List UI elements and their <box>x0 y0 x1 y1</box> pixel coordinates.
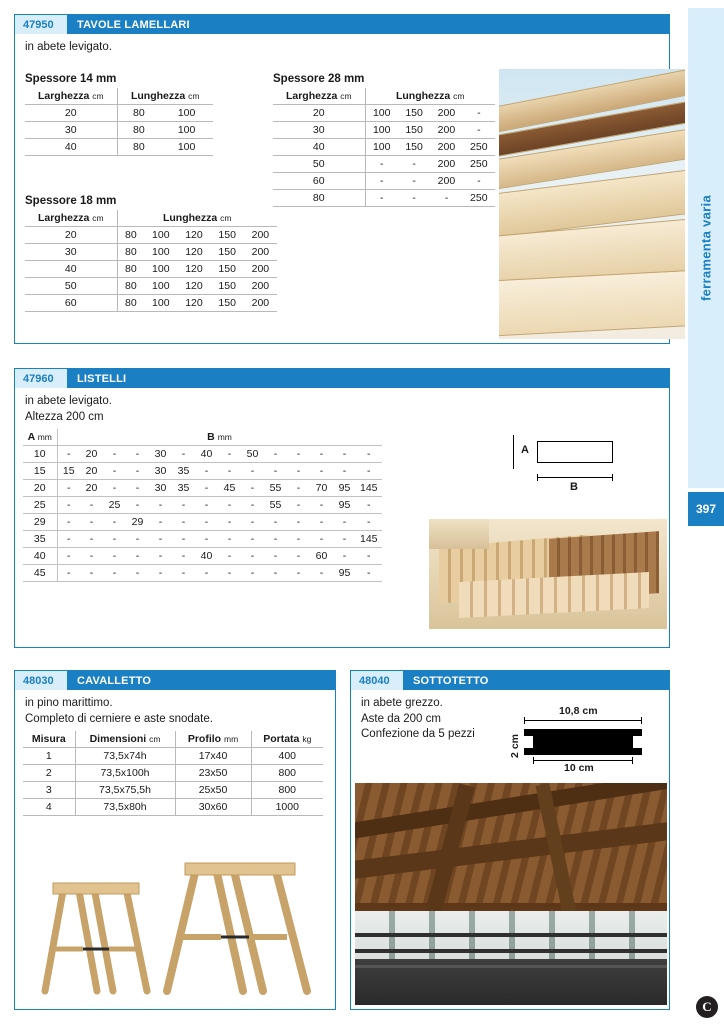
table-block-spessore-14 <box>15 73 213 156</box>
cell: 800 <box>251 765 323 782</box>
table-row <box>23 548 382 565</box>
cell: - <box>398 173 430 190</box>
cell: 73,5x74h <box>75 748 175 765</box>
cell: - <box>310 531 333 548</box>
cell: 29 <box>126 514 149 531</box>
table-row <box>23 765 323 782</box>
cell: - <box>264 531 287 548</box>
cell: 145 <box>356 480 382 497</box>
product-description-line2: Aste da 200 cm <box>361 712 441 725</box>
cell: 150 <box>211 244 244 261</box>
table-row <box>23 514 382 531</box>
cell: 50 <box>273 156 365 173</box>
table-row <box>23 531 382 548</box>
cell: - <box>264 565 287 582</box>
table-caption: Spessore 14 mm <box>25 73 117 85</box>
cell: - <box>287 463 310 480</box>
cell: 2 <box>23 765 75 782</box>
col-profilo: Profilo mm <box>175 731 251 748</box>
col-larghezza: Larghezza cm <box>25 88 117 105</box>
cell: 100 <box>365 139 398 156</box>
cell: - <box>126 548 149 565</box>
table-row <box>273 105 495 122</box>
cell: - <box>333 463 356 480</box>
cell: - <box>241 480 264 497</box>
table-header-row <box>273 88 495 105</box>
cell: - <box>103 548 126 565</box>
cell: - <box>149 548 172 565</box>
cell: 25 <box>23 497 57 514</box>
cell: - <box>126 446 149 463</box>
profile-rect <box>537 441 613 463</box>
table-header-row <box>25 88 213 105</box>
cell: - <box>195 497 218 514</box>
table-row <box>25 261 277 278</box>
cell: - <box>356 497 382 514</box>
col-lunghezza: Lunghezza cm <box>365 88 495 105</box>
cell: - <box>172 565 195 582</box>
cell: - <box>463 105 495 122</box>
cell: 150 <box>398 122 430 139</box>
col-misura: Misura <box>23 731 75 748</box>
cell: - <box>57 446 80 463</box>
cell: 20 <box>25 227 117 244</box>
cell: 80 <box>117 244 144 261</box>
product-description-line2: Altezza 200 cm <box>25 410 104 423</box>
product-code: 48030 <box>15 671 67 690</box>
cell: 150 <box>398 139 430 156</box>
cell: 29 <box>23 514 57 531</box>
cell: - <box>218 514 241 531</box>
cell: 35 <box>172 463 195 480</box>
cell: 70 <box>310 480 333 497</box>
cell: - <box>149 514 172 531</box>
cell: 20 <box>25 105 117 122</box>
cell: - <box>356 446 382 463</box>
table-row <box>23 446 382 463</box>
cell: - <box>310 446 333 463</box>
cell: 20 <box>23 480 57 497</box>
product-title: CAVALLETTO <box>67 671 335 690</box>
cell: 150 <box>398 105 430 122</box>
col-lunghezza: Lunghezza cm <box>117 210 277 227</box>
cell: 80 <box>117 278 144 295</box>
cell: - <box>398 190 430 207</box>
cell: 3 <box>23 782 75 799</box>
cell: - <box>218 531 241 548</box>
profile-diagram <box>513 431 623 499</box>
cell: - <box>356 463 382 480</box>
section-header <box>351 671 669 690</box>
cell: - <box>103 480 126 497</box>
label-bottom-width: 10 cm <box>561 762 597 774</box>
section-sottotetto <box>350 670 670 1010</box>
cell: - <box>57 497 80 514</box>
cell: - <box>287 514 310 531</box>
cell: 80 <box>117 139 160 156</box>
cell: - <box>287 531 310 548</box>
cell: 23x50 <box>175 765 251 782</box>
cell: - <box>195 514 218 531</box>
product-code: 47950 <box>15 15 67 34</box>
cell: 200 <box>244 227 277 244</box>
cell: 50 <box>25 278 117 295</box>
cell: 80 <box>117 122 160 139</box>
table-spessore-14 <box>25 88 213 156</box>
cell: 100 <box>365 105 398 122</box>
cell: 73,5x80h <box>75 799 175 816</box>
table-row <box>273 122 495 139</box>
cell: - <box>57 548 80 565</box>
cell: 400 <box>251 748 323 765</box>
cell: 40 <box>273 139 365 156</box>
cell: - <box>287 565 310 582</box>
cell: 120 <box>177 227 210 244</box>
cell: - <box>287 446 310 463</box>
cell: - <box>80 565 103 582</box>
cell: 120 <box>177 261 210 278</box>
cell: 20 <box>80 480 103 497</box>
section-header <box>15 15 669 34</box>
cell: - <box>218 446 241 463</box>
cell: - <box>57 565 80 582</box>
cell: - <box>57 514 80 531</box>
cell: 200 <box>430 139 462 156</box>
cell: - <box>287 497 310 514</box>
cell: 200 <box>430 122 462 139</box>
section-cavalletto <box>14 670 336 1010</box>
cell: - <box>398 156 430 173</box>
cell: 35 <box>23 531 57 548</box>
cell: 250 <box>463 190 495 207</box>
product-photo-tavole <box>499 69 685 339</box>
cell: 150 <box>211 295 244 312</box>
cell: 120 <box>177 244 210 261</box>
cell: - <box>287 548 310 565</box>
cell: - <box>264 514 287 531</box>
cell: 45 <box>218 480 241 497</box>
product-description-line1: in abete levigato. <box>25 395 112 407</box>
cell: 150 <box>211 278 244 295</box>
col-dimensioni: Dimensioni cm <box>75 731 175 748</box>
table-header-row <box>25 210 277 227</box>
table-header-row <box>23 429 382 446</box>
cell: 150 <box>211 261 244 278</box>
section-header <box>15 671 335 690</box>
cell: 80 <box>273 190 365 207</box>
cell: - <box>365 190 398 207</box>
cell: - <box>149 531 172 548</box>
table-row <box>25 227 277 244</box>
product-photo-listelli <box>429 519 667 629</box>
table-row <box>273 173 495 190</box>
cell: 30 <box>25 122 117 139</box>
product-title: TAVOLE LAMELLARI <box>67 15 669 34</box>
cell: - <box>80 497 103 514</box>
cell: - <box>218 463 241 480</box>
col-larghezza: Larghezza cm <box>25 210 117 227</box>
cell: 80 <box>117 261 144 278</box>
cell: 20 <box>273 105 365 122</box>
table-row <box>25 278 277 295</box>
cell: 200 <box>244 244 277 261</box>
product-description-line3: Confezione da 5 pezzi <box>361 728 475 741</box>
cell: - <box>126 497 149 514</box>
table-spessore-18 <box>25 210 277 312</box>
cell: 40 <box>25 261 117 278</box>
cell: 55 <box>264 480 287 497</box>
table-header-row <box>23 731 323 748</box>
table-row <box>25 244 277 261</box>
cell: - <box>287 480 310 497</box>
table-row <box>25 139 213 156</box>
cell: - <box>126 531 149 548</box>
cell: 800 <box>251 782 323 799</box>
cell: 200 <box>430 156 462 173</box>
cell: 200 <box>244 295 277 312</box>
table-cavalletto <box>23 731 323 816</box>
product-photo-sottotetto <box>355 783 667 1005</box>
cell: - <box>172 548 195 565</box>
product-description: in abete levigato. <box>25 41 112 53</box>
cell: 73,5x100h <box>75 765 175 782</box>
cell: - <box>310 497 333 514</box>
cell: 100 <box>144 295 177 312</box>
cell: 200 <box>430 105 462 122</box>
cell: 100 <box>160 139 213 156</box>
cell: 30 <box>149 446 172 463</box>
cell: - <box>218 497 241 514</box>
table-row <box>273 190 495 207</box>
cell: - <box>126 463 149 480</box>
cell: 4 <box>23 799 75 816</box>
cell: - <box>365 173 398 190</box>
cell: - <box>218 565 241 582</box>
cell: 10 <box>23 446 57 463</box>
cell: - <box>333 548 356 565</box>
cell: 250 <box>463 139 495 156</box>
table-row <box>25 105 213 122</box>
table-spessore-28 <box>273 88 495 207</box>
table-row <box>273 156 495 173</box>
table-row <box>23 782 323 799</box>
cell: - <box>241 463 264 480</box>
cell: 200 <box>430 173 462 190</box>
table-row <box>23 565 382 582</box>
cell: - <box>241 497 264 514</box>
cell: - <box>218 548 241 565</box>
cell: 95 <box>333 565 356 582</box>
cell: - <box>195 463 218 480</box>
cell: - <box>264 548 287 565</box>
cell: 80 <box>117 227 144 244</box>
cell: 200 <box>244 261 277 278</box>
cell: 95 <box>333 497 356 514</box>
cell: 25x50 <box>175 782 251 799</box>
cell: 250 <box>463 156 495 173</box>
cell: 100 <box>365 122 398 139</box>
cell: 200 <box>244 278 277 295</box>
cell: - <box>264 446 287 463</box>
col-lunghezza: Lunghezza cm <box>117 88 213 105</box>
label-b: B <box>570 481 578 493</box>
cell: 100 <box>160 105 213 122</box>
cell: 30 <box>273 122 365 139</box>
cell: - <box>241 514 264 531</box>
cell: - <box>80 514 103 531</box>
cell: - <box>463 173 495 190</box>
cell: 15 <box>23 463 57 480</box>
cell: 100 <box>144 244 177 261</box>
section-header <box>15 369 669 388</box>
product-title: SOTTOTETTO <box>403 671 669 690</box>
table-block-spessore-18 <box>15 195 277 312</box>
cell: - <box>195 531 218 548</box>
cell: - <box>172 531 195 548</box>
cell: 100 <box>144 261 177 278</box>
cell: 30 <box>25 244 117 261</box>
cell: - <box>172 514 195 531</box>
cell: - <box>241 531 264 548</box>
cell: 30 <box>149 480 172 497</box>
cell: - <box>195 565 218 582</box>
col-larghezza: Larghezza cm <box>273 88 365 105</box>
cell: 120 <box>177 278 210 295</box>
cell: 17x40 <box>175 748 251 765</box>
table-row <box>23 799 323 816</box>
cell: - <box>103 463 126 480</box>
trestle-illustration <box>35 851 325 1001</box>
cell: 60 <box>25 295 117 312</box>
cell: - <box>356 565 382 582</box>
cell: - <box>149 497 172 514</box>
cell: 95 <box>333 480 356 497</box>
table-caption: Spessore 28 mm <box>273 73 365 85</box>
table-listelli <box>23 429 382 582</box>
table-row <box>25 295 277 312</box>
cell: - <box>80 548 103 565</box>
cell: 60 <box>310 548 333 565</box>
cell: 25 <box>103 497 126 514</box>
product-description-line1: in pino marittimo. <box>25 697 113 709</box>
cell: - <box>356 514 382 531</box>
cell: 60 <box>273 173 365 190</box>
label-top-width: 10,8 cm <box>556 705 601 717</box>
cell: - <box>333 446 356 463</box>
product-code: 47960 <box>15 369 67 388</box>
product-description-line2: Completo di cerniere e aste snodate. <box>25 712 213 725</box>
cell: - <box>57 480 80 497</box>
cell: - <box>57 531 80 548</box>
cell: - <box>430 190 462 207</box>
cell: 80 <box>117 295 144 312</box>
cell: - <box>172 446 195 463</box>
col-b: B mm <box>57 429 382 446</box>
product-title: LISTELLI <box>67 369 669 388</box>
cell: - <box>264 463 287 480</box>
cell: 40 <box>195 446 218 463</box>
cell: 100 <box>144 227 177 244</box>
rail-category-label: ferramenta varia <box>698 195 714 301</box>
table-row <box>23 497 382 514</box>
col-a: A mm <box>23 429 57 446</box>
cell: 20 <box>80 446 103 463</box>
cell: 40 <box>23 548 57 565</box>
product-code: 48040 <box>351 671 403 690</box>
cell: 150 <box>211 227 244 244</box>
cell: 100 <box>144 278 177 295</box>
product-description-line1: in abete grezzo. <box>361 697 443 709</box>
cell: - <box>126 480 149 497</box>
cell: - <box>103 446 126 463</box>
cell: 40 <box>25 139 117 156</box>
table-row <box>273 139 495 156</box>
cell: - <box>310 463 333 480</box>
cell: 145 <box>356 531 382 548</box>
cell: 15 <box>57 463 80 480</box>
cell: 120 <box>177 295 210 312</box>
table-row <box>23 480 382 497</box>
table-block-spessore-28 <box>263 73 495 207</box>
cell: - <box>333 531 356 548</box>
cell: 30 <box>149 463 172 480</box>
cell: - <box>149 565 172 582</box>
cell: - <box>356 548 382 565</box>
cell: - <box>103 531 126 548</box>
section-listelli <box>14 368 670 648</box>
page-number-badge: 397 <box>688 492 724 526</box>
cell: 50 <box>241 446 264 463</box>
col-portata: Portata kg <box>251 731 323 748</box>
cell: 1 <box>23 748 75 765</box>
cell: - <box>310 565 333 582</box>
label-side-height: 2 cm <box>509 734 521 758</box>
cell: - <box>195 480 218 497</box>
section-tavole-lamellari <box>14 14 670 344</box>
cell: - <box>241 548 264 565</box>
product-photo-cavalletto <box>35 851 325 1001</box>
cell: 20 <box>80 463 103 480</box>
cell: 40 <box>195 548 218 565</box>
cell: - <box>103 514 126 531</box>
cell: - <box>172 497 195 514</box>
cell: - <box>310 514 333 531</box>
cell: - <box>241 565 264 582</box>
cell: - <box>80 531 103 548</box>
cell: 80 <box>117 105 160 122</box>
table-row <box>23 463 382 480</box>
cell: 35 <box>172 480 195 497</box>
cell: 55 <box>264 497 287 514</box>
cell: - <box>333 514 356 531</box>
profile-dimension-diagram <box>506 705 656 777</box>
cell: 30x60 <box>175 799 251 816</box>
label-a: A <box>521 444 529 456</box>
publisher-logo: C <box>696 996 718 1018</box>
cell: - <box>126 565 149 582</box>
cell: 100 <box>160 122 213 139</box>
cell: 45 <box>23 565 57 582</box>
cell: - <box>463 122 495 139</box>
table-caption: Spessore 18 mm <box>25 195 117 207</box>
cell: - <box>365 156 398 173</box>
cell: - <box>103 565 126 582</box>
cell: 73,5x75,5h <box>75 782 175 799</box>
table-row <box>25 122 213 139</box>
cell: 1000 <box>251 799 323 816</box>
table-row <box>23 748 323 765</box>
